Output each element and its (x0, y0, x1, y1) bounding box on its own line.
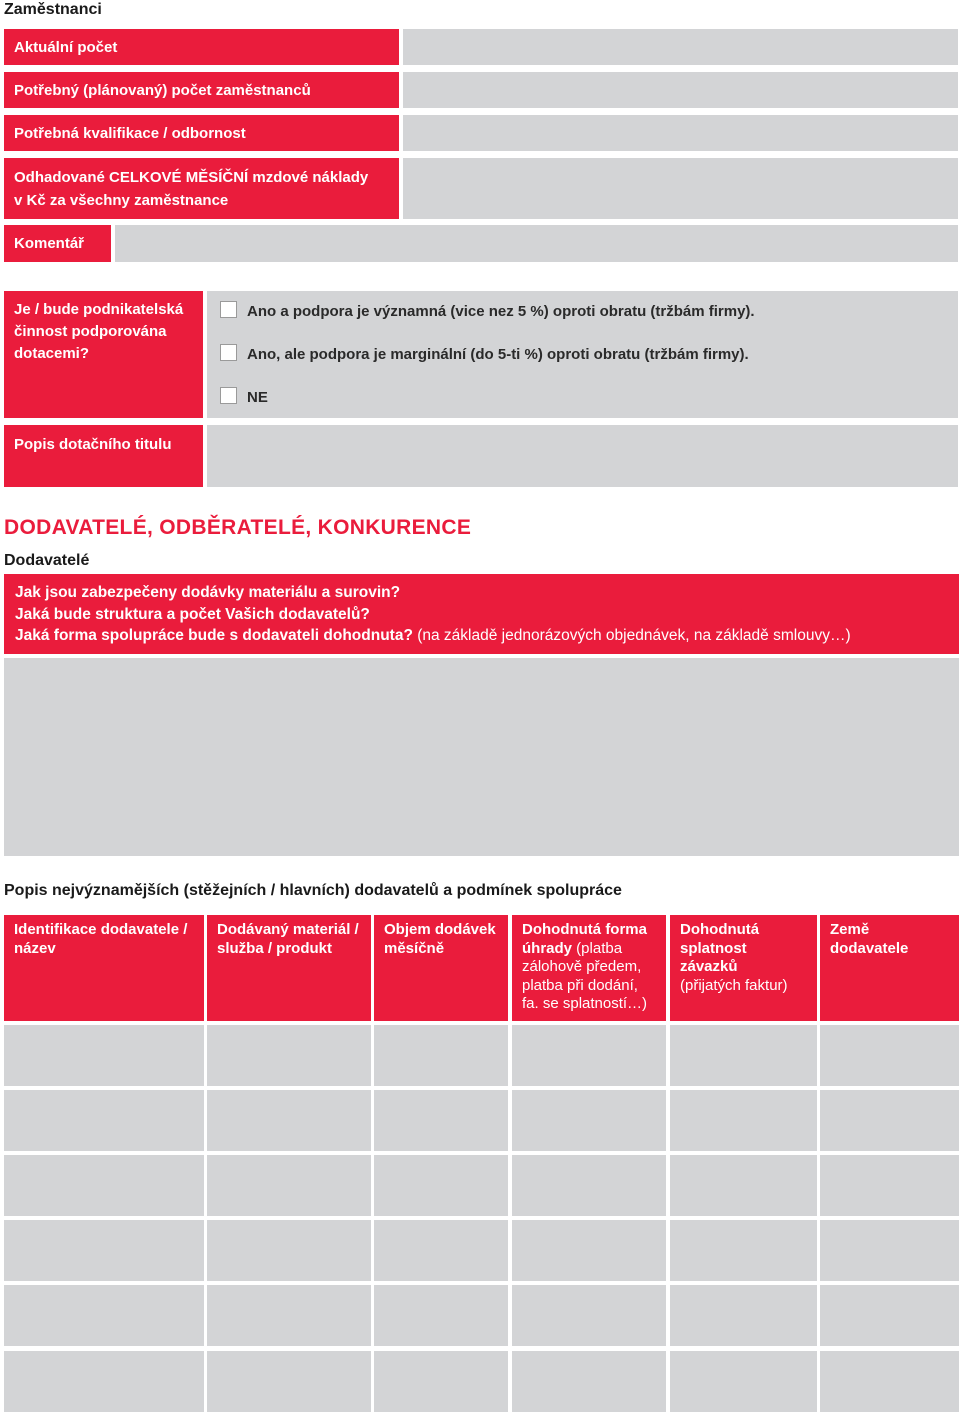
table-cell-r4-c2[interactable] (207, 1220, 371, 1281)
col-header-volume (374, 915, 508, 1021)
col-header-country (820, 915, 959, 1021)
suppliers-question-line-2: Jaká bude struktura a počet Vašich dodavatelů? (15, 605, 370, 623)
table-cell-r6-c1[interactable] (4, 1351, 204, 1412)
col-header-due-date-line-4: (přijatých faktur) (680, 976, 788, 994)
table-cell-r2-c1[interactable] (4, 1090, 204, 1151)
comment-label (4, 225, 111, 262)
subsidy-option-significant-checkbox[interactable] (220, 301, 237, 318)
table-cell-r6-c4[interactable] (512, 1351, 666, 1412)
subsidy-question-line-3: dotacemi? (14, 345, 90, 362)
table-cell-r2-c5[interactable] (670, 1090, 817, 1151)
table-cell-r3-c1[interactable] (4, 1155, 204, 1216)
table-cell-r5-c1[interactable] (4, 1285, 204, 1346)
table-cell-r2-c6[interactable] (820, 1090, 959, 1151)
table-cell-r2-c2[interactable] (207, 1090, 371, 1151)
suppliers-question-line-1: Jak jsou zabezpečeny dodávky materiálu a surovin? (15, 584, 401, 601)
table-cell-r5-c4[interactable] (512, 1285, 666, 1346)
col-header-material (207, 915, 371, 1021)
qualification-text: Potřebná kvalifikace / odbornost (14, 124, 246, 142)
col-header-due-date (670, 915, 817, 1021)
table-cell-r4-c3[interactable] (374, 1220, 508, 1281)
qualification-label (4, 115, 399, 151)
col-header-payment-form-line-4: platba při dodání, (522, 976, 638, 994)
suppliers-question-line-3-bold: Jaká forma spolupráce bude s dodavateli dohodnuta? (15, 627, 413, 644)
wage-costs-field[interactable] (403, 158, 958, 219)
col-header-payment-form-line-2 (522, 940, 656, 959)
col-header-payment-form-line-1: Dohodnutá forma (522, 921, 647, 938)
current-count-field[interactable] (403, 29, 958, 65)
table-cell-r1-c1[interactable] (4, 1025, 204, 1086)
col-header-due-date-line-3: závazků (680, 958, 738, 975)
table-cell-r4-c6[interactable] (820, 1220, 959, 1281)
col-header-volume-line-1: Objem dodávek (384, 921, 496, 938)
subsidy-option-no-checkbox[interactable] (220, 387, 237, 404)
wage-costs-text-2: v Kč za všechny zaměstnance (14, 191, 229, 209)
table-cell-r1-c2[interactable] (207, 1025, 371, 1086)
col-header-due-date-line-2: splatnost (680, 939, 747, 957)
table-cell-r4-c1[interactable] (4, 1220, 204, 1281)
table-cell-r6-c5[interactable] (670, 1351, 817, 1412)
current-count-text: Aktuální počet (14, 38, 118, 56)
table-cell-r1-c6[interactable] (820, 1025, 959, 1086)
subsidy-question-line-2: činnost podporována (14, 323, 167, 340)
table-cell-r3-c3[interactable] (374, 1155, 508, 1216)
col-header-payment-form-line-5: fa. se splatností…) (522, 995, 648, 1012)
subsidy-option-significant-label: Ano a podpora je významná (vice nez 5 %) oproti obratu (tržbám firmy). (247, 303, 755, 320)
suppliers-table-title: Popis nejvýznamějších (stěžejních / hlavních) dodavatelů a podmínek spolupráce (4, 882, 622, 899)
table-cell-r6-c3[interactable] (374, 1351, 508, 1412)
planned-count-label (4, 72, 399, 108)
col-header-supplier-id-line-1: Identifikace dodavatele / (14, 921, 188, 938)
suppliers-subtitle: Dodavatelé (4, 552, 90, 569)
col-header-payment-form-line-3: zálohově předem, (522, 958, 642, 975)
table-cell-r5-c2[interactable] (207, 1285, 371, 1346)
planned-count-text: Potřebný (plánovaný) počet zaměstnanců (14, 81, 311, 99)
table-cell-r3-c6[interactable] (820, 1155, 959, 1216)
table-cell-r3-c5[interactable] (670, 1155, 817, 1216)
current-count-label (4, 29, 399, 65)
subsidy-description-field[interactable] (207, 425, 958, 487)
table-cell-r2-c4[interactable] (512, 1090, 666, 1151)
subsidy-question-label (4, 291, 203, 418)
table-cell-r5-c3[interactable] (374, 1285, 508, 1346)
table-cell-r6-c2[interactable] (207, 1351, 371, 1412)
comment-field[interactable] (115, 225, 958, 262)
subsidy-description-text: Popis dotačního titulu (14, 436, 172, 453)
suppliers-question-line-3 (15, 625, 948, 647)
table-cell-r3-c2[interactable] (207, 1155, 371, 1216)
subsidy-option-no-label: NE (247, 389, 268, 406)
subsidy-description-label (4, 425, 203, 487)
qualification-field[interactable] (403, 115, 958, 151)
col-header-volume-line-2: měsíčně (384, 939, 445, 957)
col-header-payment-form-line-2-light: (platba (572, 939, 623, 957)
col-header-country-line-2: dodavatele (830, 939, 909, 957)
col-header-payment-form-line-2-bold: úhrady (522, 939, 573, 957)
suppliers-question-line-3-note: (na základě jednorázových objednávek, na základě smlouvy…) (412, 627, 851, 644)
wage-costs-label (4, 158, 399, 219)
col-header-supplier-id (4, 915, 204, 1021)
col-header-payment-form (512, 915, 666, 1021)
subsidy-option-marginal-label: Ano, ale podpora je marginální (do 5-ti %) oproti obratu (tržbám firmy). (247, 346, 749, 363)
table-cell-r4-c5[interactable] (670, 1220, 817, 1281)
suppliers-section-title: DODAVATELÉ, ODBĚRATELÉ, KONKURENCE (4, 516, 472, 539)
table-cell-r5-c5[interactable] (670, 1285, 817, 1346)
comment-text: Komentář (14, 235, 85, 252)
table-cell-r1-c3[interactable] (374, 1025, 508, 1086)
subsidy-question-line-1: Je / bude podnikatelská (14, 301, 184, 318)
table-cell-r3-c4[interactable] (512, 1155, 666, 1216)
col-header-due-date-line-1: Dohodnutá (680, 921, 760, 938)
employees-title: Zaměstnanci (4, 1, 102, 18)
suppliers-question-block (4, 574, 959, 654)
table-cell-r2-c3[interactable] (374, 1090, 508, 1151)
col-header-material-line-2: služba / produkt (217, 939, 333, 957)
suppliers-answer-field[interactable] (4, 658, 959, 856)
table-cell-r1-c4[interactable] (512, 1025, 666, 1086)
col-header-country-line-1: Země (830, 921, 870, 938)
table-cell-r4-c4[interactable] (512, 1220, 666, 1281)
planned-count-field[interactable] (403, 72, 958, 108)
table-cell-r5-c6[interactable] (820, 1285, 959, 1346)
table-cell-r6-c6[interactable] (820, 1351, 959, 1412)
table-cell-r1-c5[interactable] (670, 1025, 817, 1086)
col-header-material-line-1: Dodávaný materiál / (217, 921, 359, 938)
col-header-supplier-id-line-2: název (14, 939, 56, 957)
wage-costs-text-1: Odhadované CELKOVÉ MĚSÍČNÍ mzdové náklady (14, 168, 369, 186)
subsidy-option-marginal-checkbox[interactable] (220, 344, 237, 361)
subsidy-options-panel (207, 291, 958, 418)
